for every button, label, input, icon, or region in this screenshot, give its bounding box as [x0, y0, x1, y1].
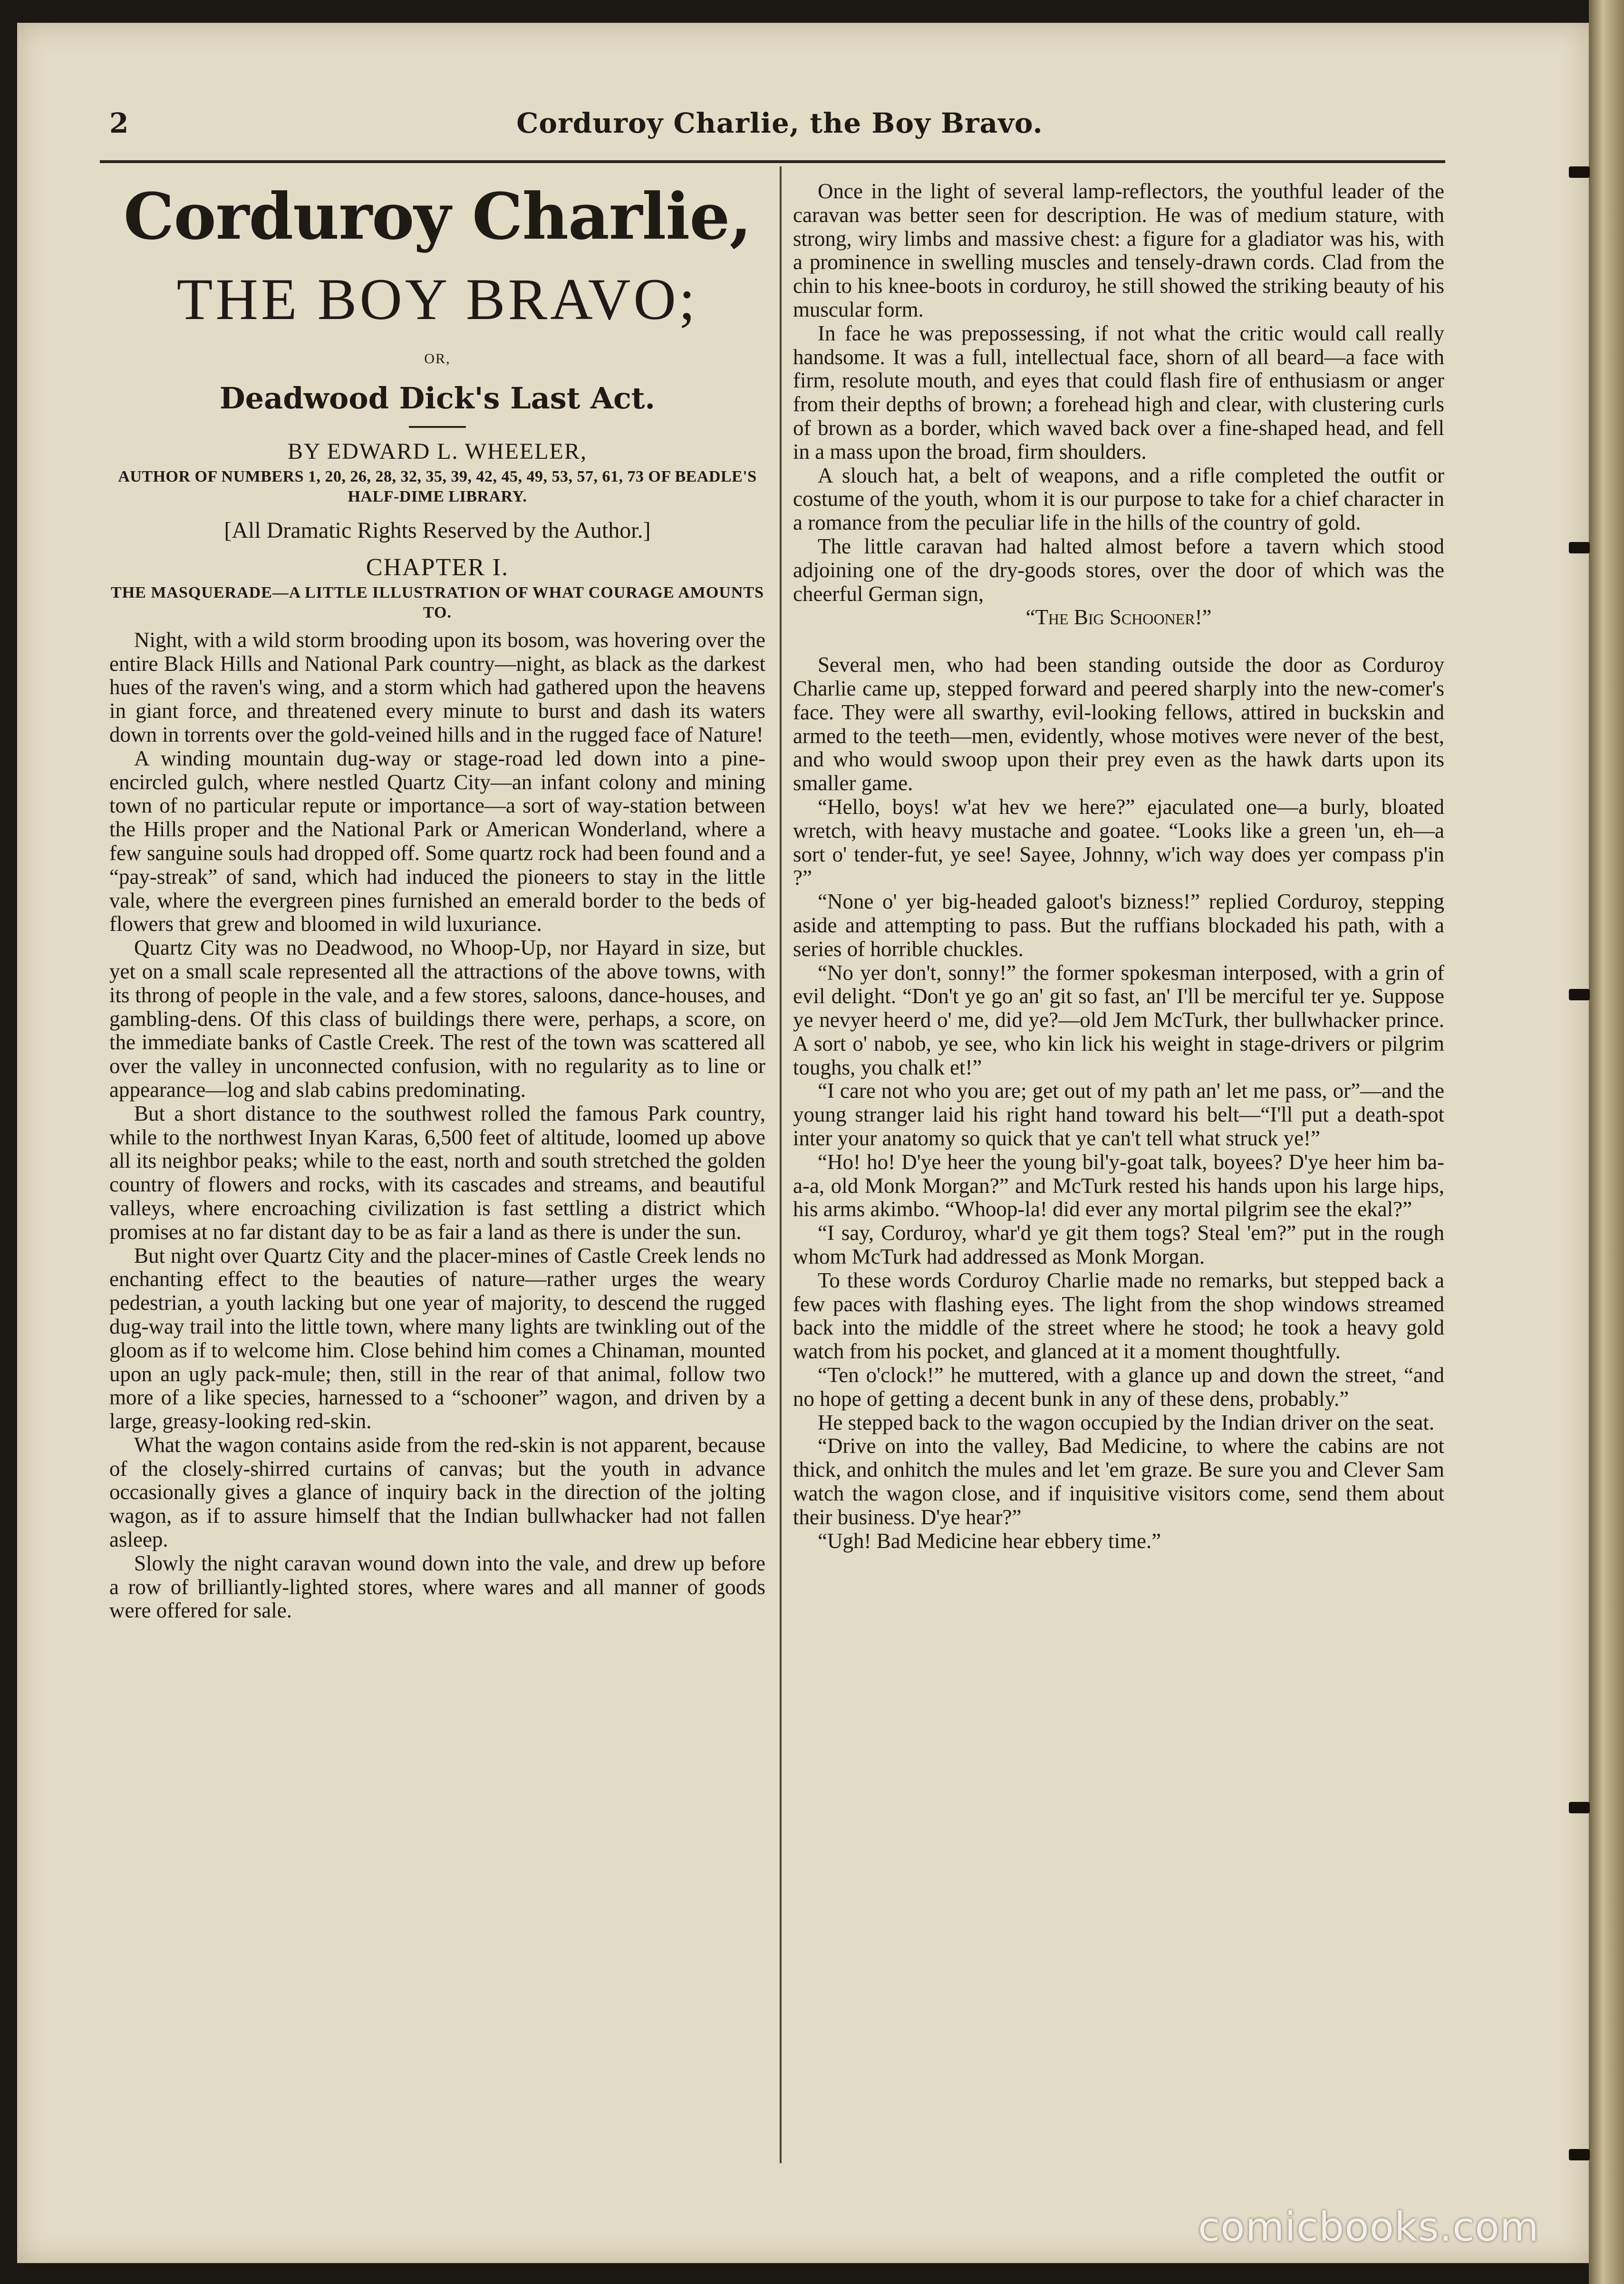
paragraph: Quartz City was no Deadwood, no Whoop-Up, nor Hayard in size, but yet on a small scale represented all the attractions of the above towns, with its throng of people in the vale, and a few stores, saloons, dance-houses, and gambling-dens. Of this class of buildings there were, perhaps, a score, on the immediate banks of Castle Creek. The rest of the town was scattered all over the valley in unconnected confusion, with no regularity as to line or appearance—log and slab cabins predominating.: [109, 936, 765, 1102]
paragraph: Once in the light of several lamp-reflectors, the youthful leader of the caravan was better seen for description. He was of medium stature, with strong, wiry limbs and massive chest: a figure for a gladiator was his, with a prominence in swelling muscles and tensely-drawn cords. Clad from the chin to his knee-boots in corduroy, he still showed the striking beauty of his muscular form.: [793, 179, 1444, 321]
paragraph: Several men, who had been standing outside the door as Corduroy Charlie came up, stepped forward and peered sharply into the new-comer's face. They were all swarthy, evil-looking fellows, attired in buckskin and armed to the teeth—men, evidently, whose motives were never of the best, and who would swoop upon their prey even as the hawk darts upon its smaller game.: [793, 653, 1444, 795]
paragraph: The little caravan had halted almost before a tavern which stood adjoining one of the dry-goods stores, over the door of which was the cheerful German sign,: [793, 534, 1444, 606]
paragraph: A slouch hat, a belt of weapons, and a rifle completed the outfit or costume of the youth, whom it is our purpose to take for a chief character in a romance from the peculiar life in the hills of the country of gold.: [793, 463, 1444, 535]
column-divider: [780, 166, 782, 2163]
page-number: 2: [109, 107, 129, 139]
paragraph: “None o' yer big-headed galoot's bizness!” replied Corduroy, stepping aside and attempting to pass. But the ruffians blockaded his path, with a series of horrible chuckles.: [793, 890, 1444, 961]
paragraph: But a short distance to the southwest rolled the famous Park country, while to the northwest Inyan Karas, 6,500 feet of altitude, loomed up above all its neighbor peaks; while to the east, north and south stretched the golden country of flowers and rocks, with its cascades and streams, and beautiful valleys, where encroaching civilization is fast settling a district which promises at no far distant day to be as fair a land as there is under the sun.: [109, 1101, 765, 1244]
paragraph: “Hello, boys! w'at hev we here?” ejaculated one—a burly, bloated wretch, with heavy mustache and goatee. “Looks like a green 'un, eh—a sort o' tender-fut, ye see! Sayee, Johnny, w'ich way does yer compass p'in ?”: [793, 794, 1444, 890]
paragraph: “No yer don't, sonny!” the former spokesman interposed, with a grin of evil delight. “Don't ye go an' git so fast, an' I'll be merciful ter ye. Suppose ye nevyer heerd o' me, did ye?—old Jem McTurk, ther bullwhacker prince. A sort o' nabob, ye see, who kin lick his weight in stage-drivers or pilgrim toughs, you chalk et!”: [793, 960, 1444, 1079]
paragraph: He stepped back to the wagon occupied by the Indian driver on the seat.: [818, 1410, 1435, 1434]
site-watermark: comicbooks.com: [1198, 2204, 1539, 2250]
running-title: Corduroy Charlie, the Boy Bravo.: [516, 107, 1043, 139]
paragraph: “I care not who you are; get out of my path an' let me pass, or”—and the young stranger laid his right hand toward his belt—“I'll put a death-spot inter your anatomy so quick that ye can't tell what struck ye!”: [793, 1079, 1444, 1151]
author-note: AUTHOR OF NUMBERS 1, 20, 26, 28, 32, 35, 39, 42, 45, 49, 53, 57, 61, 73 OF BEADLE'S HALF-DIME LIBRARY.: [118, 467, 757, 505]
paragraph: “Drive on into the valley, Bad Medicine, to where the cabins are not thick, and onhitch the mules and let 'em graze. Be sure you and Clever Sam watch the wagon close, and if inquisitive visitors come, send them about their business. D'ye hear?”: [793, 1434, 1444, 1529]
paragraph: “Ho! ho! D'ye heer the young bil'y-goat talk, boyees? D'ye heer him ba-a-a, old Monk Morgan?” and McTurk rested his hands upon his large hips, his arms akimbo. “Whoop-la! did ever any mortal pilgrim see the ekal?”: [793, 1150, 1444, 1221]
title-rule: [409, 426, 466, 428]
title-or: OR,: [424, 351, 451, 367]
paragraph: To these words Corduroy Charlie made no remarks, but stepped back a few paces with flashing eyes. The light from the shop windows streamed back into the middle of the street where he stood; he took a heavy gold watch from his pocket, and glanced at it a moment thoughtfully.: [793, 1268, 1444, 1364]
chapter-heading: CHAPTER I.: [366, 553, 509, 581]
rights-notice: [All Dramatic Rights Reserved by the Author.]: [224, 517, 651, 543]
running-head: [95, 102, 1464, 155]
paragraph: Night, with a wild storm brooding upon its bosom, was hovering over the entire Black Hills and National Park country—night, as black as the darkest hues of the raven's wing, and a storm which had gathered upon the heavens in giant force, and threatened every minute to burst and dash its waters down in torrents over the gold-veined hills and in the rugged face of Nature!: [109, 628, 765, 746]
paragraph: What the wagon contains aside from the red-skin is not apparent, because of the closely-shirred curtains of canvas; but the youth in advance occasionally gives a glance of inquiry back in the direction of the jolting wagon, as if to assure himself that the Indian bullwhacker had not fallen asleep.: [109, 1432, 765, 1552]
left-column: [109, 181, 765, 1623]
paragraph: In face he was prepossessing, if not what the critic would call really handsome. It was a full, intellectual face, shorn of all beard—a face with firm, resolute mouth, and eyes that could flash fire of enthusiasm or anger from their depths of brown; a forehead high and clear, with clustering curls of brown as a border, which waved back over a fine-shaped head, and fell in a mass upon the broad, firm shoulders.: [793, 321, 1444, 464]
paragraph: “Ten o'clock!” he muttered, with a glance up and down the street, “and no hope of getting a decent bunk in any of these dens, probably.”: [793, 1363, 1444, 1411]
paragraph: “I say, Corduroy, whar'd ye git them togs? Steal 'em?” put in the rough whom McTurk had addressed as Monk Morgan.: [793, 1221, 1444, 1269]
binding-spine: [1589, 0, 1624, 2284]
story-title: Corduroy Charlie,: [123, 179, 752, 254]
chapter-title: THE MASQUERADE—A LITTLE ILLUSTRATION OF WHAT COURAGE AMOUNTS TO.: [111, 583, 764, 621]
paragraph: “Ugh! Bad Medicine hear ebbery time.”: [818, 1529, 1161, 1553]
paragraph: Slowly the night caravan wound down into the vale, and drew up before a row of brilliantly-lighted stores, where wares and all manner of goods were offered for sale.: [109, 1551, 765, 1623]
alternate-title: Deadwood Dick's Last Act.: [219, 380, 656, 416]
right-column: [793, 180, 1444, 1553]
byline: BY EDWARD L. WHEELER,: [288, 438, 587, 464]
tavern-sign: “The Big Schooner!”: [1025, 605, 1212, 629]
paragraph: A winding mountain dug-way or stage-road led down into a pine-encircled gulch, where nestled Quartz City—an infant colony and mining town of no particular repute or importance—a sort of way-station between the Hills proper and the National Park or American Wonderland, where a few sanguine souls had dropped off. Some quartz rock had been found and a “pay-streak” of sand, which had induced the pioneers to stay in the little vale, where the evergreen pines furnished an emerald border to the beds of flowers that grew and bloomed in wild luxuriance.: [109, 746, 765, 936]
header-rule: [100, 160, 1445, 163]
story-subtitle: THE BOY BRAVO;: [176, 267, 698, 332]
paragraph: But night over Quartz City and the placer-mines of Castle Creek lends no enchanting effect to the beauties of nature—rather urges the weary pedestrian, a youth lacking but one year of majority, to descend the rugged dug-way trail into the little town, where many lights are twinkling out of the gloom as if to welcome him. Close behind him comes a Chinaman, mounted upon an ugly pack-mule; then, still in the rear of that animal, follow two more of a like species, harnessed to a “schooner” wagon, and driven by a large, greasy-looking red-skin.: [109, 1243, 765, 1433]
